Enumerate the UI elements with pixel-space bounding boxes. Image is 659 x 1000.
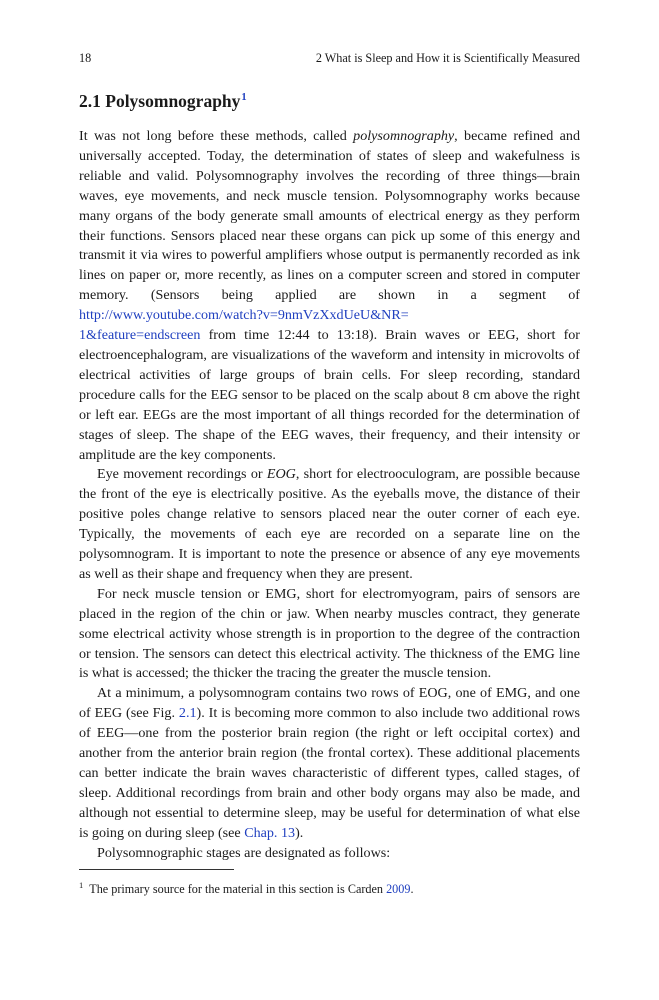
paragraph-text: It was not long before these methods, called: [79, 128, 354, 144]
paragraph-5: Polysomnographic stages are designated as follows:: [97, 844, 391, 861]
footnote-mark: 1: [79, 880, 84, 890]
youtube-link-part1[interactable]: http://www.youtube.com/watch?v=9nmVzXxdUeU&NR=: [79, 307, 409, 324]
paragraph-text: , short for electrooculogram, are possible because the front of the eye is electrically positive. As the eyeballs move, the distance of their positive poles change relative to sensors placed near the outer corner of each eye. Typically, the movements of each eye are recorded on a separate line on the polysomnogram. It is important to note the presence or absence of any eye movements as well as their shape and frequency when they are present.: [79, 466, 580, 582]
paragraph-1: [79, 127, 580, 465]
emphasis-term: EOG: [266, 466, 296, 483]
running-title: 2 What is Sleep and How it is Scientifically Measured: [315, 51, 580, 65]
paragraph-4: [79, 684, 580, 843]
youtube-link-part2[interactable]: 1&feature=endscreen: [79, 327, 201, 344]
footnote-text: The primary source for the material in this section is Carden: [89, 882, 387, 896]
footnote-text: .: [410, 882, 414, 896]
paragraph-text: , became refined and universally accepted. Today, the determination of states of sleep and wakefulness is reliable and valid. Polysomnography involves the recording of three things—brain waves, eye movements, and neck muscle tension. Polysomnography works because many organs of the body generate small amounts of electrical energy as they perform their functions. Sensors placed near these organs can pick up some of this energy and transmit it via wires to powerful amplifiers whose output is permanently recorded as ink lines on paper or, more recently, as lines on a computer screen and stored in computer memory. (Sensors being applied are shown in a segment of: [79, 128, 580, 304]
paragraph-3: For neck muscle tension or EMG, short for electromyogram, pairs of sensors are placed in the region of the chin or jaw. When nearby muscles contract, they generate some electrical activity whose strength is in proportion to the degree of the contraction or tension. The sensors can detect this electrical activity. The thickness of the EMG line is what is accessed; the thicker the tracing the greater the muscle tension.: [79, 585, 580, 682]
page-number: 18: [79, 51, 92, 65]
paragraph-text: from time 12:44 to 13:18). Brain waves or EEG, short for electroencephalogram, are visualizations of the waveform and intensity in microvolts of electrical activities of large groups of brain cells. For sleep recording, standard procedure calls for the EEG sensor to be placed on the scalp about 8 cm above the right or left ear. EEGs are the most important of all things recorded for the determination of stages of sleep. The shape of the EEG waves, their frequency, and their intensity or amplitude are the key components.: [79, 327, 580, 463]
paragraph-2: [79, 465, 580, 584]
section-heading: [79, 86, 247, 113]
running-head: [79, 50, 580, 66]
paragraph-text: ). It is becoming more common to also include two additional rows of EEG—one from the posterior brain region (the right or left occipital cortex) and another from the anterior brain region (the frontal cortex). These additional placements can better indicate the brain waves characteristic of different types, called stages, of sleep. Additional recordings from brain and other body organs may also be made, and although not essential to determine sleep, may be useful for determination of what else is going on during sleep (see: [79, 705, 580, 841]
footnote: [79, 877, 580, 897]
chapter-reference-link[interactable]: Chap. 13: [244, 824, 296, 841]
emphasis-term: polysomnography: [353, 128, 455, 144]
paragraph-text: Eye movement recordings or: [97, 466, 267, 483]
body-text: [79, 127, 580, 864]
paragraph-text: At a minimum, a polysomnogram contains two rows of EOG, one of EMG, and one of EEG (see Fig.: [79, 685, 580, 722]
figure-reference-link[interactable]: 2.1: [178, 705, 197, 722]
paragraph-text: ).: [295, 824, 304, 841]
citation-reference-link[interactable]: 2009: [386, 882, 411, 896]
footnote-reference-link[interactable]: 1: [241, 92, 247, 103]
section-title: 2.1 Polysomnography: [79, 91, 241, 111]
footnote-divider: [79, 869, 234, 870]
